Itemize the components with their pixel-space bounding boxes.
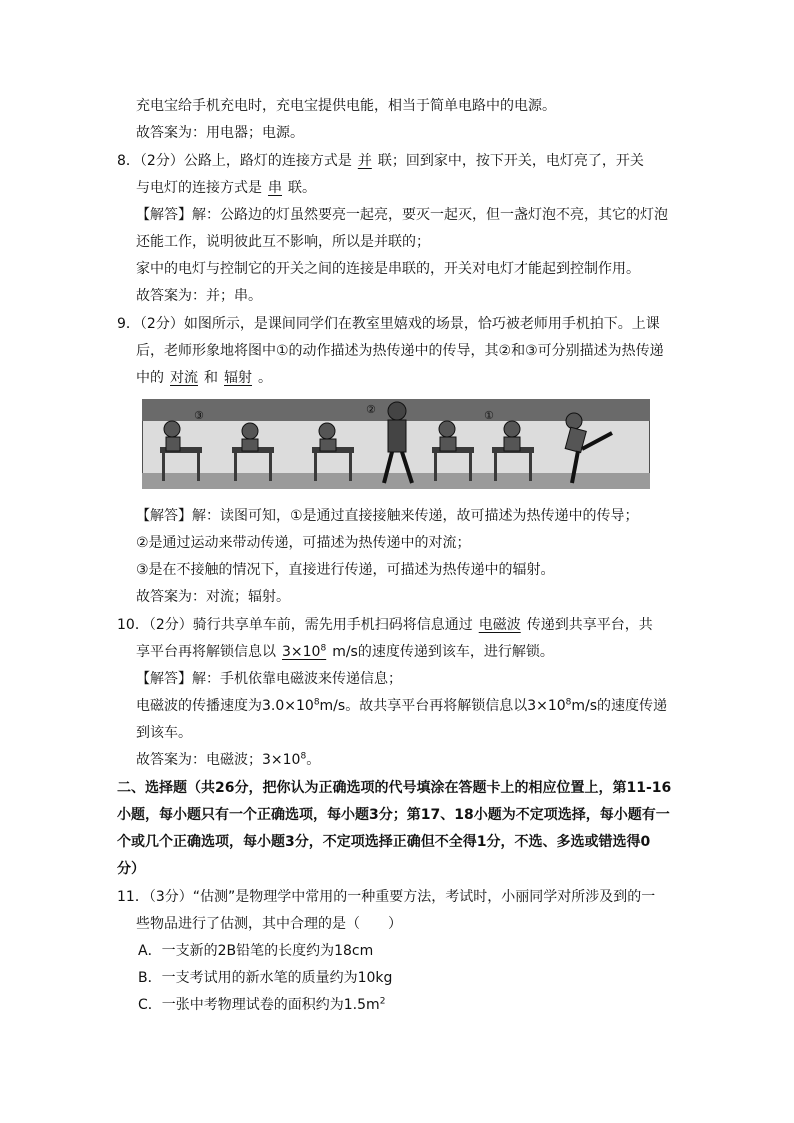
q8-blank2: 串 (268, 180, 282, 196)
section2-heading-line4: 分） (117, 861, 145, 877)
q10-blank1: 电磁波 (478, 617, 521, 633)
q11-option-b: B．一支考试用的新水笔的质量约为10kg (138, 970, 393, 986)
label-2: ② (366, 403, 376, 416)
q10-line2: 享平台再将解锁信息以 $3\times 10^8$ m/s的速度传递到该车，进行解锁。 (136, 643, 554, 660)
q8-blank1: 并 (357, 153, 372, 169)
q9-line2: 后，老师形象地将图中①的动作描述为热传递中的传导，其②和③可分别描述为热传递 (136, 343, 664, 359)
q9-line1: 9．（2分）如图所示，是课间同学们在教室里嬉戏的场景，恰巧被老师用手机拍下。上课 (117, 316, 660, 332)
q8-solution-line1: 【解答】解：公路边的灯虽然要亮一起亮，要灭一起灭，但一盏灯泡不亮，其它的灯泡 (136, 207, 668, 223)
label-3: ③ (194, 409, 204, 422)
q8-line1: 8．（2分）公路上，路灯的连接方式是 并 联；回到家中，按下开关，电灯亮了，开关 (117, 153, 644, 169)
q10-solution-line1: 【解答】解：手机依靠电磁波来传递信息； (136, 671, 402, 687)
q10-line1: 10．（2分）骑行共享单车前，需先用手机扫码将信息通过 电磁波 传递到共享平台，共 (117, 617, 653, 633)
prev-answer: 故答案为：用电器；电源。 (136, 125, 304, 141)
q9-answer: 故答案为：对流；辐射。 (136, 589, 290, 605)
q8-answer: 故答案为：并；串。 (136, 288, 262, 304)
q10-solution-line3: 到该车。 (136, 725, 192, 741)
classroom-illustration (142, 399, 650, 489)
q10-solution-line2: 电磁波的传播速度为$3.0\times 10^8m/s$。故共享平台再将解锁信息以$3\times 10^8m/s$的速度传递 (136, 697, 668, 714)
q10-blank2: $3\times 10^8$ (282, 643, 327, 660)
prev-solution-line: 充电宝给手机充电时，充电宝提供电能，相当于简单电路中的电源。 (136, 98, 556, 114)
section2-heading-line1: 二、选择题（共26分，把你认为正确选项的代号填涂在答题卡上的相应位置上，第11-16 (117, 780, 672, 796)
q9-blank2: 辐射 (224, 370, 252, 386)
q11-line1: 11．（3分）“估测”是物理学中常用的一种重要方法，考试时，小丽同学对所涉及到的一 (117, 889, 656, 905)
label-1: ① (484, 409, 494, 422)
q9-solution-line3: ③是在不接触的情况下，直接进行传递，可描述为热传递中的辐射。 (136, 562, 555, 578)
q9-blank1: 对流 (170, 370, 198, 386)
q11-option-a: A．一支新的2B铅笔的长度约为18cm (138, 943, 374, 959)
q9-line3: 中的 对流 和 辐射 。 (136, 370, 272, 386)
q9-solution-line1: 【解答】解：读图可知，①是通过直接接触来传递，故可描述为热传递中的传导； (136, 508, 639, 524)
q8-line2: 与电灯的连接方式是 串 联。 (136, 180, 316, 196)
q8-solution-line3: 家中的电灯与控制它的开关之间的连接是串联的，开关对电灯才能起到控制作用。 (136, 261, 640, 277)
q9-solution-line2: ②是通过运动来带动传递，可描述为热传递中的对流； (136, 535, 471, 551)
q11-option-c: C．一张中考物理试卷的面积约为$1.5m^2$ (138, 996, 386, 1013)
q8-solution-line2: 还能工作，说明彼此互不影响，所以是并联的； (136, 234, 430, 250)
q10-answer: 故答案为：电磁波；$3\times 10^8$。 (136, 751, 321, 768)
section2-heading-line2: 小题，每小题只有一个正确选项，每小题3分；第17、18小题为不定项选择，每小题有一 (117, 807, 670, 823)
q11-line2: 些物品进行了估测，其中合理的是（ ） (136, 916, 402, 932)
section2-heading-line3: 个或几个正确选项，每小题3分，不定项选择正确但不全得1分，不选、多选或错选得0 (117, 834, 651, 850)
